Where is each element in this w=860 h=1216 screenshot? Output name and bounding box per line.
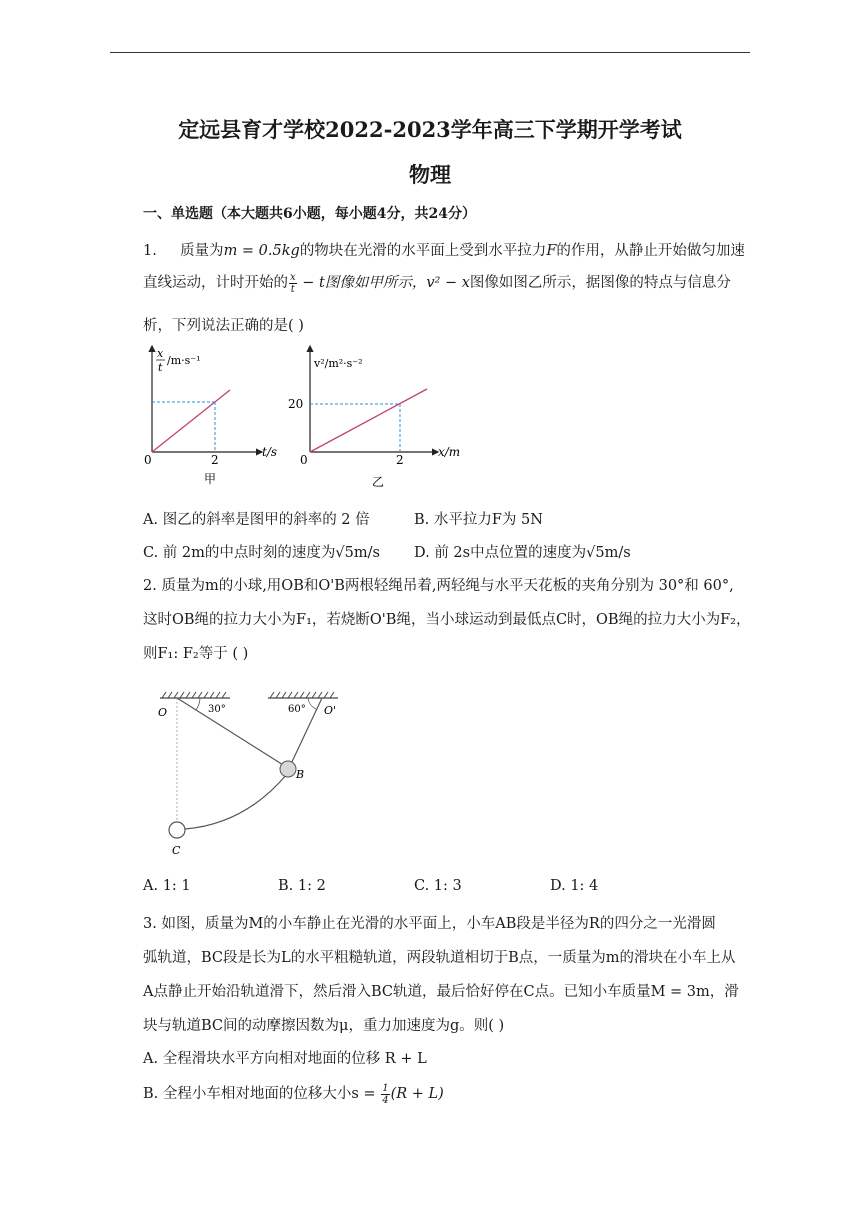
label-30: 30° [208,704,226,715]
xtick-label: 2 [396,453,404,467]
ytick-label: 20 [288,397,304,411]
ylabel-den: t [158,361,163,374]
q2-figure [150,686,360,858]
q2-option-a[interactable]: A. 1: 1 [143,878,191,894]
origin-label: 0 [300,453,308,467]
label-B: B [296,768,305,781]
angle-arc-30 [196,698,200,710]
q2-line-1: 2. 质量为m的小球,用OB和O'B两根轻绳吊着,两轻绳与水平天花板的夹角分别为 30°和 60°, [143,578,734,594]
q3-line-3: A点静止开始沿轨道滑下，然后滑入BC轨道，最后恰好停在C点。已知小车质量M = 3m，滑 [143,984,739,1000]
q1-mass: m = 0.5kg [223,243,300,259]
q3-option-b-fraction [381,1083,389,1106]
q1-fraction [289,272,297,295]
caption: 甲 [204,472,217,486]
string-OB [177,698,288,768]
label-O: O [158,706,168,719]
q1-option-d[interactable]: D. 前 2s中点位置的速度为√5m/s [414,545,631,561]
q3-option-a[interactable]: A. 全程滑块水平方向相对地面的位移 R + L [143,1051,427,1067]
label-Oprime: O' [324,704,337,717]
xtick-label: 2 [211,453,219,467]
q3-line-4: 块与轨道BC间的动摩擦因数为μ，重力加速度为g。则( ) [143,1018,505,1034]
swing-arc [185,774,287,829]
label-60: 60° [288,704,306,715]
graph-jia [138,340,283,490]
ball-C [169,822,185,838]
frac-numerator: 1 [382,1082,389,1094]
q1-text: 直线运动，计时开始的 [143,275,288,291]
q1-line-2 [143,271,731,295]
q1-line-1 [143,239,745,260]
ceiling-right-hatch [270,692,334,698]
q1-option-b[interactable]: B. 水平拉力F为 5N [414,512,543,528]
label-C: C [172,844,181,857]
q1-text: 质量为 [180,243,224,259]
graph-yi [282,340,472,490]
frac-denominator: t [290,283,295,295]
ylabel-num: x [157,347,164,360]
q1-text: 图像如图乙所示，据图像的特点与信息分 [469,275,731,291]
q1-v2x: v² − x [426,275,470,291]
frac-denominator: 4 [382,1094,389,1106]
ball-B [280,761,296,777]
q3-line-2: 弧轨道，BC段是长为L的水平粗糙轨道，两段轨道相切于B点，一质量为m的滑块在小车上从 [143,950,736,966]
data-line [152,390,230,452]
subject-title: 物理 [409,162,451,187]
caption: 乙 [372,475,385,489]
xlabel: t/s [262,445,278,459]
origin-label: 0 [144,453,152,467]
exam-title: 定远县育才学校2022-2023学年高三下学期开学考试 [178,117,682,142]
q2-option-c[interactable]: C. 1: 3 [414,878,462,894]
q1-line-3: 析，下列说法正确的是( ) [143,318,304,334]
data-line [310,389,427,452]
q1-option-a[interactable]: A. 图乙的斜率是图甲的斜率的 2 倍 [143,512,370,528]
q1-text: − t图像如甲所示， [297,275,427,291]
q2-option-b[interactable]: B. 1: 2 [278,878,326,894]
ylabel: v²/m²·s⁻² [314,357,363,370]
header-rule [110,52,750,53]
q1-force: F [546,243,557,259]
q3-option-b-text: B. 全程小车相对地面的位移大小s = [143,1086,381,1102]
q1-text: 的物块在光滑的水平面上受到水平拉力 [299,243,547,259]
angle-arc-60 [308,698,316,709]
q1-text: 的作用，从静止开始做匀加速 [556,243,745,259]
q2-line-3: 则F₁: F₂等于 ( ) [143,646,249,662]
q3-option-b[interactable] [143,1082,444,1106]
q3-line-1: 3. 如图，质量为M的小车静止在光滑的水平面上，小车AB段是半径为R的四分之一光滑圆 [143,916,716,932]
q2-line-2: 这时OB绳的拉力大小为F₁，若烧断O'B绳，当小球运动到最低点C时，OB绳的拉力大小为F₂， [143,612,751,628]
frac-numerator: x [290,271,296,283]
q1-option-c[interactable]: C. 前 2m的中点时刻的速度为√5m/s [143,545,380,561]
xlabel: x/m [438,445,461,459]
q1-number: 1. [143,243,157,259]
ceiling-left-hatch [162,692,226,698]
section-heading: 一、单选题（本大题共6小题，每小题4分，共24分） [143,206,476,222]
q2-option-d[interactable]: D. 1: 4 [550,878,599,894]
q3-option-b-tail: (R + L) [390,1086,444,1102]
ylabel-unit: /m·s⁻¹ [167,354,201,367]
